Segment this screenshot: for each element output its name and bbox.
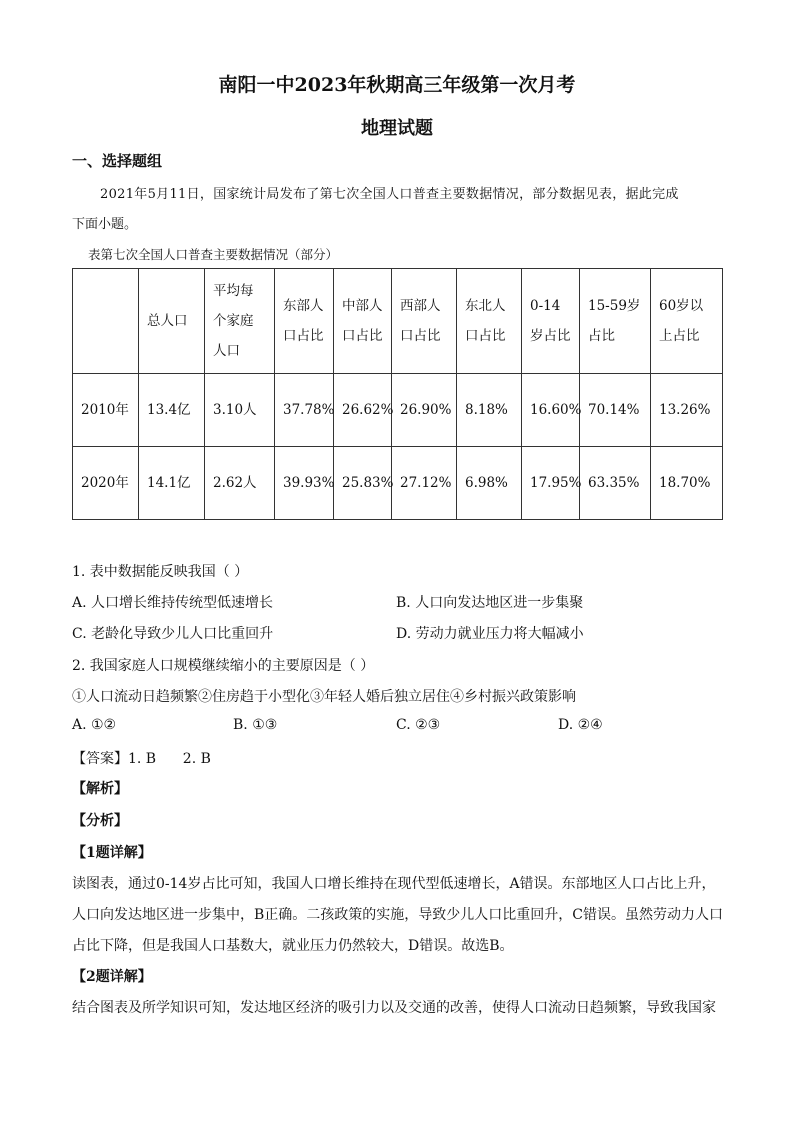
- table-row: [73, 447, 723, 520]
- table-cell: 13.4亿: [139, 374, 205, 447]
- table-cell: 2020年: [73, 447, 139, 520]
- analysis-heading: 【解析】: [72, 781, 128, 797]
- table-header-cell: [73, 269, 139, 374]
- table-header-row: [73, 269, 723, 374]
- exam-subtitle: 地理试题: [361, 118, 433, 139]
- census-table: [72, 268, 723, 520]
- q2-option-c: C. ②③: [396, 717, 441, 733]
- table-cell: 13.26%: [651, 374, 723, 447]
- table-header-cell: 60岁以上占比: [651, 269, 723, 374]
- table-cell: 2010年: [73, 374, 139, 447]
- detail-1-line: 人口向发达地区进一步集中，B正确。二孩政策的实施，导致少儿人口比重回升，C错误。虽然劳动力人口: [72, 907, 723, 923]
- table-header-cell: 15-59岁占比: [580, 269, 651, 374]
- q1-option-a: A. 人口增长维持传统型低速增长: [72, 595, 274, 611]
- table-cell: 37.78%: [275, 374, 334, 447]
- table-cell: 14.1亿: [139, 447, 205, 520]
- q1-option-d: D. 劳动力就业压力将大幅减小: [396, 626, 584, 642]
- table-header-cell: 西部人口占比: [392, 269, 457, 374]
- q1-option-c: C. 老龄化导致少儿人口比重回升: [72, 626, 274, 642]
- table-cell: 70.14%: [580, 374, 651, 447]
- table-cell: 8.18%: [457, 374, 522, 447]
- table-header-cell: 中部人口占比: [334, 269, 392, 374]
- exam-title: 南阳一中2023年秋期高三年级第一次月考: [218, 74, 576, 96]
- question-2-stem: 2. 我国家庭人口规模继续缩小的主要原因是（ ）: [72, 658, 375, 674]
- table-row: [73, 374, 723, 447]
- detail-1-line: 读图表，通过0-14岁占比可知，我国人口增长维持在现代型低速增长，A错误。东部地区人口占比上升，: [72, 876, 716, 892]
- detail-2-heading: 【2题详解】: [72, 969, 152, 985]
- table-cell: 26.62%: [334, 374, 392, 447]
- detail-1-line: 占比下降，但是我国人口基数大，就业压力仍然较大，D错误。故选B。: [72, 938, 514, 954]
- table-cell: 26.90%: [392, 374, 457, 447]
- table-cell: 17.95%: [522, 447, 580, 520]
- answer-line: 【答案】1. B 2. B: [72, 751, 211, 767]
- q2-option-b: B. ①③: [233, 717, 278, 733]
- question-1-stem: 1. 表中数据能反映我国（ ）: [72, 564, 249, 580]
- table-header-cell: 东部人口占比: [275, 269, 334, 374]
- q2-option-a: A. ①②: [72, 717, 117, 733]
- table-header-cell: 0-14岁占比: [522, 269, 580, 374]
- detail-1-heading: 【1题详解】: [72, 845, 152, 861]
- table-header-cell: 平均每个家庭人口: [205, 269, 275, 374]
- q2-option-d: D. ②④: [558, 717, 603, 733]
- fenxi-heading: 【分析】: [72, 813, 128, 829]
- intro-line-1: 2021年5月11日，国家统计局发布了第七次全国人口普查主要数据情况，部分数据见表，据此完成: [100, 187, 679, 202]
- table-header-cell: 东北人口占比: [457, 269, 522, 374]
- table-cell: 3.10人: [205, 374, 275, 447]
- section-heading: 一、选择题组: [72, 152, 163, 170]
- table-header-cell: 总人口: [139, 269, 205, 374]
- table-cell: 39.93%: [275, 447, 334, 520]
- table-cell: 63.35%: [580, 447, 651, 520]
- table-cell: 27.12%: [392, 447, 457, 520]
- table-caption: 表第七次全国人口普查主要数据情况（部分）: [88, 247, 339, 262]
- q1-option-b: B. 人口向发达地区进一步集聚: [396, 595, 584, 611]
- table-cell: 16.60%: [522, 374, 580, 447]
- intro-line-2: 下面小题。: [72, 217, 138, 232]
- table-cell: 25.83%: [334, 447, 392, 520]
- table-cell: 2.62人: [205, 447, 275, 520]
- table-cell: 6.98%: [457, 447, 522, 520]
- table-cell: 18.70%: [651, 447, 723, 520]
- question-2-items: ①人口流动日趋频繁②住房趋于小型化③年轻人婚后独立居住④乡村振兴政策影响: [72, 689, 576, 705]
- detail-2-line: 结合图表及所学知识可知，发达地区经济的吸引力以及交通的改善，使得人口流动日趋频繁，导致我国家: [72, 1000, 716, 1016]
